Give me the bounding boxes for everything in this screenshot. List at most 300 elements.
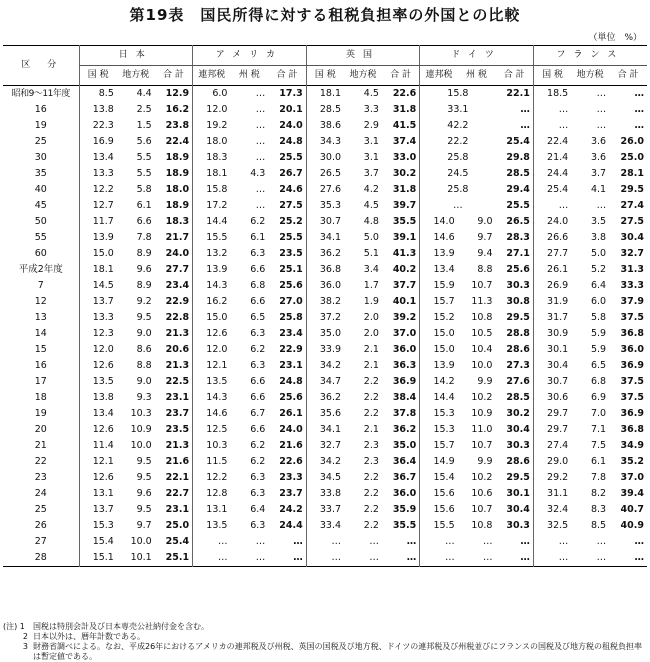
cell-k-0: 36.0	[306, 278, 344, 294]
cell-f-0: 29.7	[533, 422, 571, 438]
cell-j-1: 8.9	[136, 280, 152, 291]
footnote	[3, 642, 647, 662]
cell-k-2: 37.8	[392, 408, 417, 419]
cell-f-0: 26.1	[533, 262, 571, 278]
row-label: 19	[34, 408, 47, 419]
cell-k-1: 3.1	[363, 152, 379, 163]
cell-j-0: 13.1	[79, 486, 117, 502]
cell-k-0: 37.2	[306, 310, 344, 326]
cell-j-2: 23.5	[165, 424, 190, 435]
cell-k-0: 33.7	[306, 502, 344, 518]
cell-j-2: 18.9	[165, 168, 190, 179]
cell-f-1: 6.9	[590, 392, 607, 403]
cell-k-0: 36.8	[306, 262, 344, 278]
cell-j-2: 22.9	[165, 296, 190, 307]
cell-f-1: …	[596, 88, 607, 99]
cell-k-0: 34.1	[306, 422, 344, 438]
cell-g-0: 13.9	[420, 246, 458, 262]
subheader-japan-total: 合 計	[162, 70, 184, 80]
cell-u-0: 18.3	[193, 150, 231, 166]
cell-j-1: 6.1	[136, 200, 152, 211]
subheader-usa-total: 合 計	[276, 70, 298, 80]
cell-k-0: 34.2	[306, 454, 344, 470]
cell-j-2: 21.3	[165, 328, 190, 339]
cell-g-1: 10.2	[471, 392, 493, 403]
table-row	[3, 342, 647, 358]
cell-u-2: 17.3	[279, 88, 303, 99]
table-row	[3, 470, 647, 486]
cell-f-1: 3.8	[590, 232, 607, 243]
cell-g-1: 10.6	[471, 488, 493, 499]
table-row	[3, 198, 647, 214]
cell-u-0: 10.3	[193, 438, 231, 454]
cell-g-0: …	[420, 550, 458, 567]
cell-u-1: 6.6	[250, 424, 266, 435]
cell-j-2: 23.7	[165, 408, 190, 419]
cell-k-1: 3.3	[363, 104, 379, 115]
cell-f-2: 36.9	[620, 360, 644, 371]
cell-g-0: 15.3	[420, 422, 458, 438]
table-row	[3, 422, 647, 438]
cell-u-2: 22.6	[279, 456, 303, 467]
cell-j-1: 9.5	[136, 456, 152, 467]
row-label: 25	[34, 136, 47, 147]
cell-u-1: 6.6	[250, 376, 266, 387]
cell-k-2: 36.4	[392, 456, 417, 467]
footnote-text: 国税は特別会計及び日本専売公社納付金を含む。	[33, 622, 209, 631]
row-label: 7	[37, 280, 44, 291]
cell-f-2: 37.5	[620, 376, 644, 387]
table-row	[3, 438, 647, 454]
cell-j-1: 9.5	[136, 472, 152, 483]
cell-k-0: 35.3	[306, 198, 344, 214]
cell-j-1: 5.5	[136, 168, 152, 179]
cell-u-0: 13.5	[193, 374, 231, 390]
cell-k-1: 2.1	[363, 360, 379, 371]
table-row	[3, 246, 647, 262]
cell-u-2: 21.6	[279, 440, 303, 451]
cell-f-2: 26.0	[620, 136, 644, 147]
table-row	[3, 134, 647, 150]
cell-f-0: 25.4	[533, 182, 571, 198]
cell-g-0: 14.0	[420, 214, 458, 230]
cell-u-2: 26.7	[279, 168, 303, 179]
cell-g-0: …	[420, 534, 458, 550]
cell-u-2: 25.6	[279, 280, 303, 291]
cell-k-0: 34.5	[306, 470, 344, 486]
cell-f-2: 37.9	[620, 296, 644, 307]
row-label: 25	[34, 504, 47, 515]
cell-u-2: …	[293, 552, 303, 563]
cell-k-2: …	[406, 536, 417, 547]
cell-j-1: 1.5	[136, 120, 152, 131]
cell-g-0: 14.6	[420, 230, 458, 246]
cell-j-2: 18.0	[165, 184, 190, 195]
table-row	[3, 550, 647, 567]
cell-g-1: 10.0	[471, 360, 493, 371]
cell-k-0: 36.2	[306, 246, 344, 262]
cell-u-0: 14.6	[193, 406, 231, 422]
cell-g-0: 15.0	[420, 326, 458, 342]
cell-u-0: 13.5	[193, 518, 231, 534]
cell-u-1: 6.3	[250, 360, 266, 371]
cell-j-1: 2.5	[136, 104, 152, 115]
cell-k-0: 34.2	[306, 358, 344, 374]
cell-germany-total: 25.4	[506, 136, 530, 147]
cell-j-0: 15.0	[79, 246, 117, 262]
cell-k-2: 38.4	[392, 392, 417, 403]
cell-u-0: 18.0	[193, 134, 231, 150]
cell-j-2: 21.7	[165, 232, 190, 243]
cell-k-2: 33.0	[392, 152, 417, 163]
country-header-japan: 日本	[79, 46, 193, 66]
cell-f-0: 29.2	[533, 470, 571, 486]
cell-u-1: 6.3	[250, 488, 266, 499]
cell-f-2: 25.0	[620, 152, 644, 163]
cell-g-0: 13.9	[420, 358, 458, 374]
cell-u-0: 12.5	[193, 422, 231, 438]
cell-j-1: 4.4	[136, 88, 152, 99]
cell-f-2: …	[634, 120, 644, 131]
cell-g-2: 27.3	[506, 360, 530, 371]
cell-k-1: 2.2	[363, 408, 379, 419]
cell-j-1: 8.9	[136, 248, 152, 259]
cell-f-0: …	[533, 198, 571, 214]
cell-k-1: 2.2	[363, 472, 379, 483]
table-row	[3, 102, 647, 118]
cell-f-0: 31.9	[533, 294, 571, 310]
cell-u-1: …	[255, 136, 266, 147]
cell-g-0: 15.6	[420, 502, 458, 518]
cell-k-0: 38.2	[306, 294, 344, 310]
cell-u-2: 25.6	[279, 392, 303, 403]
cell-k-1: 2.2	[363, 520, 379, 531]
cell-k-1: 5.1	[363, 248, 379, 259]
cell-f-2: 39.4	[620, 488, 644, 499]
row-label: 14	[34, 328, 47, 339]
cell-g-2: 30.8	[506, 296, 530, 307]
table-row	[3, 150, 647, 166]
cell-k-0: 33.4	[306, 518, 344, 534]
cell-germany-total: 25.5	[506, 200, 530, 211]
cell-j-2: 23.1	[165, 504, 190, 515]
table-row	[3, 166, 647, 182]
subheader-france-national: 国 税	[533, 66, 571, 86]
cell-g-2: 30.1	[506, 488, 530, 499]
cell-u-0: 13.9	[193, 262, 231, 278]
cell-f-0: 31.1	[533, 486, 571, 502]
cell-j-2: 21.6	[165, 456, 190, 467]
footnote-key: (注) 1	[3, 622, 25, 631]
cell-f-2: 27.4	[620, 200, 644, 211]
cell-k-1: 2.1	[363, 344, 379, 355]
cell-j-1: 9.5	[136, 504, 152, 515]
cell-g-2: …	[520, 552, 530, 563]
cell-f-0: 30.1	[533, 342, 571, 358]
cell-k-0: 35.6	[306, 406, 344, 422]
cell-germany-total: 29.4	[506, 184, 530, 195]
cell-j-1: 9.7	[136, 520, 152, 531]
cell-u-2: 27.0	[279, 296, 303, 307]
unit-label: （単位 %）	[588, 33, 642, 43]
cell-j-2: 25.0	[165, 520, 190, 531]
table-row	[3, 294, 647, 310]
cell-g-2: 28.3	[506, 232, 530, 243]
cell-g-0: 14.4	[420, 390, 458, 406]
cell-j-1: 9.6	[136, 488, 152, 499]
subheader-france-local: 地方税	[576, 70, 604, 80]
cell-g-2: 30.4	[506, 424, 530, 435]
cell-g-0: 15.6	[420, 486, 458, 502]
cell-f-0: …	[533, 534, 571, 550]
cell-u-1: …	[255, 120, 266, 131]
cell-u-1: 6.3	[250, 248, 266, 259]
cell-k-0: 34.3	[306, 134, 344, 150]
cell-k-2: 39.2	[392, 312, 417, 323]
subheader-japan-national: 国 税	[79, 66, 117, 86]
cell-k-0: 30.7	[306, 214, 344, 230]
cell-u-1: 6.6	[250, 264, 266, 275]
cell-f-1: 5.9	[590, 344, 607, 355]
cell-f-2: 32.7	[620, 248, 644, 259]
country-header-uk: 英国	[306, 46, 420, 66]
cell-f-1: 5.2	[590, 264, 607, 275]
cell-f-1: 7.1	[590, 424, 607, 435]
cell-f-2: 36.8	[620, 328, 644, 339]
cell-g-2: 30.3	[506, 280, 530, 291]
cell-f-1: 3.5	[590, 216, 607, 227]
cell-g-2: 30.3	[506, 440, 530, 451]
cell-j-1: 10.3	[130, 408, 152, 419]
cell-k-2: 36.2	[392, 424, 417, 435]
cell-u-0: 12.0	[193, 102, 231, 118]
cell-k-2: 31.8	[392, 104, 417, 115]
cell-k-2: 41.5	[392, 120, 417, 131]
row-label: 15	[34, 344, 47, 355]
cell-u-1: 6.5	[250, 312, 266, 323]
cell-u-0: 16.2	[193, 294, 231, 310]
cell-k-1: …	[369, 536, 379, 547]
cell-g-1: 10.9	[471, 408, 493, 419]
cell-k-2: 35.5	[392, 216, 417, 227]
cell-f-0: 31.7	[533, 310, 571, 326]
cell-g-0: 15.3	[420, 406, 458, 422]
cell-k-0: 33.8	[306, 486, 344, 502]
cell-k-0: 34.7	[306, 374, 344, 390]
cell-g-0: 13.4	[420, 262, 458, 278]
cell-f-2: 27.5	[620, 216, 644, 227]
cell-f-0: …	[533, 118, 571, 134]
cell-u-2: 23.5	[279, 248, 303, 259]
cell-u-1: 4.3	[250, 168, 266, 179]
cell-u-1: 6.3	[250, 520, 266, 531]
cell-u-0: 19.2	[193, 118, 231, 134]
cell-k-1: 5.0	[363, 232, 379, 243]
row-label: 20	[34, 424, 47, 435]
cell-g-2: 28.8	[506, 328, 530, 339]
cell-g-1: 9.9	[477, 376, 493, 387]
subheader-uk-national: 国 税	[306, 66, 344, 86]
cell-g-1: 11.0	[471, 424, 493, 435]
cell-k-1: 2.9	[363, 120, 379, 131]
cell-u-2: …	[293, 536, 303, 547]
cell-u-2: 20.1	[279, 104, 303, 115]
cell-k-0: 36.2	[306, 390, 344, 406]
cell-g-1: 10.8	[471, 520, 493, 531]
cell-germany-combined: 24.5	[420, 166, 496, 182]
cell-u-0: 14.3	[193, 390, 231, 406]
cell-j-0: 11.4	[79, 438, 117, 454]
cell-j-2: 22.8	[165, 312, 190, 323]
cell-germany-combined: 33.1	[420, 102, 496, 118]
cell-u-1: …	[255, 552, 266, 563]
cell-f-1: 8.2	[590, 488, 607, 499]
cell-u-0: 12.8	[193, 486, 231, 502]
cell-k-0: 35.0	[306, 326, 344, 342]
table-row	[3, 310, 647, 326]
cell-u-1: 6.2	[250, 344, 266, 355]
cell-k-1: 3.7	[363, 168, 379, 179]
cell-g-2: 27.6	[506, 376, 530, 387]
row-label: 60	[34, 248, 47, 259]
cell-k-1: 4.8	[363, 216, 379, 227]
cell-j-1: 10.0	[130, 440, 152, 451]
cell-g-2: 25.6	[506, 264, 530, 275]
cell-j-0: 15.4	[79, 534, 117, 550]
cell-f-1: 3.6	[590, 152, 607, 163]
cell-g-1: …	[482, 552, 493, 563]
cell-j-2: 22.7	[165, 488, 190, 499]
cell-germany-total: 29.8	[506, 152, 530, 163]
cell-k-1: 2.0	[363, 312, 379, 323]
table-row	[3, 502, 647, 518]
cell-germany-total: …	[520, 104, 530, 115]
cell-u-2: 25.2	[279, 216, 303, 227]
cell-k-0: 32.7	[306, 438, 344, 454]
cell-u-0: 14.3	[193, 278, 231, 294]
cell-j-1: 9.3	[136, 392, 152, 403]
cell-j-0: 18.1	[79, 262, 117, 278]
cell-g-0: 15.7	[420, 438, 458, 454]
cell-f-2: 36.9	[620, 408, 644, 419]
cell-f-1: 5.0	[590, 248, 607, 259]
cell-k-0: 38.6	[306, 118, 344, 134]
cell-f-1: 6.4	[590, 280, 607, 291]
cell-u-1: …	[255, 104, 266, 115]
cell-germany-combined: 42.2	[420, 118, 496, 134]
cell-k-1: 4.5	[363, 88, 379, 99]
cell-f-2: …	[634, 552, 644, 563]
table-row	[3, 358, 647, 374]
subheader-japan-local: 地方税	[122, 70, 150, 80]
cell-f-1: 3.7	[590, 168, 607, 179]
table-row	[3, 390, 647, 406]
footnote	[3, 622, 647, 632]
country-header-usa: アメリカ	[193, 46, 307, 66]
cell-g-1: 9.9	[477, 456, 493, 467]
cell-j-1: 10.9	[130, 424, 152, 435]
cell-k-1: 2.0	[363, 328, 379, 339]
row-label: 28	[34, 552, 47, 563]
cell-u-2: 27.5	[279, 200, 303, 211]
cell-u-0: 17.2	[193, 198, 231, 214]
cell-k-1: 2.3	[363, 456, 379, 467]
row-label: 55	[34, 232, 47, 243]
cell-k-2: …	[406, 552, 417, 563]
cell-g-0: 15.4	[420, 470, 458, 486]
cell-k-0: 33.9	[306, 342, 344, 358]
page-title: 第19表 国民所得に対する租税負担率の外国との比較	[129, 6, 521, 24]
cell-k-2: 39.1	[392, 232, 417, 243]
cell-u-2: 26.1	[279, 408, 303, 419]
cell-f-2: 31.3	[620, 264, 644, 275]
table-row	[3, 534, 647, 550]
cell-j-0: 12.0	[79, 342, 117, 358]
cell-k-0: 27.6	[306, 182, 344, 198]
cell-j-2: 18.9	[165, 152, 190, 163]
cell-germany-combined: 22.2	[420, 134, 496, 150]
cell-k-1: 2.2	[363, 376, 379, 387]
cell-u-2: 23.3	[279, 472, 303, 483]
cell-f-1: 7.8	[590, 472, 607, 483]
cell-k-2: 40.1	[392, 296, 417, 307]
cell-f-1: 5.8	[590, 312, 607, 323]
cell-j-0: 13.3	[79, 310, 117, 326]
cell-k-1: 3.1	[363, 136, 379, 147]
cell-k-2: 35.0	[392, 440, 417, 451]
row-label: 23	[34, 472, 47, 483]
cell-j-1: 9.2	[136, 296, 152, 307]
row-label: 16	[34, 360, 47, 371]
cell-k-1: …	[369, 552, 379, 563]
row-label: 30	[34, 152, 47, 163]
cell-f-1: …	[596, 120, 607, 131]
cell-k-1: 1.7	[363, 280, 379, 291]
subheader-usa-state: 州 税	[238, 70, 260, 80]
cell-u-0: 12.0	[193, 342, 231, 358]
footnote-key: 2	[22, 632, 28, 641]
cell-u-1: …	[255, 200, 266, 211]
cell-u-0: 15.8	[193, 182, 231, 198]
cell-u-0: 6.0	[193, 86, 231, 103]
row-label: 19	[34, 120, 47, 131]
cell-k-1: 4.5	[363, 200, 379, 211]
cell-j-2: 24.0	[165, 248, 190, 259]
cell-f-0: 30.7	[533, 374, 571, 390]
cell-f-0: 21.4	[533, 150, 571, 166]
cell-g-1: 10.7	[471, 440, 493, 451]
cell-j-0: 16.9	[79, 134, 117, 150]
cell-j-2: 21.3	[165, 440, 190, 451]
cell-j-1: 6.6	[136, 216, 152, 227]
cell-g-0: 15.9	[420, 278, 458, 294]
cell-k-2: 37.7	[392, 280, 417, 291]
cell-j-2: 23.8	[165, 120, 190, 131]
cell-u-2: 24.0	[279, 424, 303, 435]
cell-g-1: 10.7	[471, 504, 493, 515]
row-label: 40	[34, 184, 47, 195]
cell-k-0: …	[306, 534, 344, 550]
cell-u-2: 25.8	[279, 312, 303, 323]
cell-f-0: 26.9	[533, 278, 571, 294]
cell-k-2: 36.9	[392, 376, 417, 387]
country-header-france: フランス	[533, 46, 647, 66]
cell-f-0: 32.5	[533, 518, 571, 534]
cell-u-2: 23.4	[279, 328, 303, 339]
cell-j-0: 14.5	[79, 278, 117, 294]
cell-j-0: 8.5	[79, 86, 117, 103]
cell-g-0: 15.2	[420, 310, 458, 326]
